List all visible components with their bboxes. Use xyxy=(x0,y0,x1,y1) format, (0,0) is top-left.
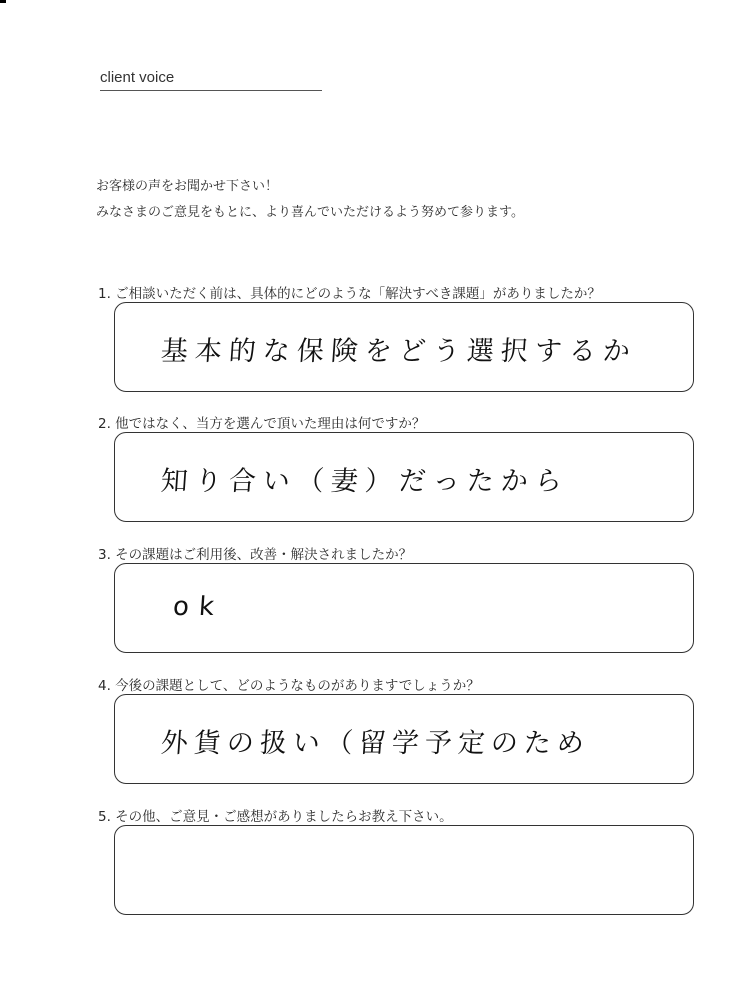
answer-3-handwriting: ok xyxy=(171,592,226,622)
question-5-label: 5. その他、ご意見・ご感想がありましたらお教え下さい。 xyxy=(98,809,453,825)
question-2-label: 2. 他ではなく、当方を選んで頂いた理由は何ですか？ xyxy=(98,416,426,432)
answer-box-2 xyxy=(114,432,694,522)
intro-line-2: みなさまのご意見をもとに、より喜んでいただけるよう努めて参ります。 xyxy=(96,205,524,220)
question-1-label: 1. ご相談いただく前は、具体的にどのような「解決すべき課題」がありましたか？ xyxy=(98,286,601,302)
answer-2-handwriting: 知り合い（妻）だったから xyxy=(159,466,570,497)
header-label: client voice xyxy=(100,69,175,86)
intro-line-1: お客様の声をお聞かせ下さい！ xyxy=(96,179,279,194)
answer-4-handwriting: 外貨の扱い（留学予定のため xyxy=(159,728,591,759)
answer-box-4 xyxy=(114,694,694,784)
question-3-label: 3. その課題はご利用後、改善・解決されましたか？ xyxy=(98,547,413,563)
intro-text xyxy=(96,174,524,226)
scan-corner-mark xyxy=(0,0,6,3)
answer-box-3 xyxy=(114,563,694,653)
answer-box-5 xyxy=(114,825,694,915)
header xyxy=(100,66,322,91)
answer-box-1 xyxy=(114,302,694,392)
question-4-label: 4. 今後の課題として、どのようなものがありますでしょうか？ xyxy=(98,678,480,694)
answer-1-handwriting: 基本的な保険をどう選択するか xyxy=(159,336,638,367)
